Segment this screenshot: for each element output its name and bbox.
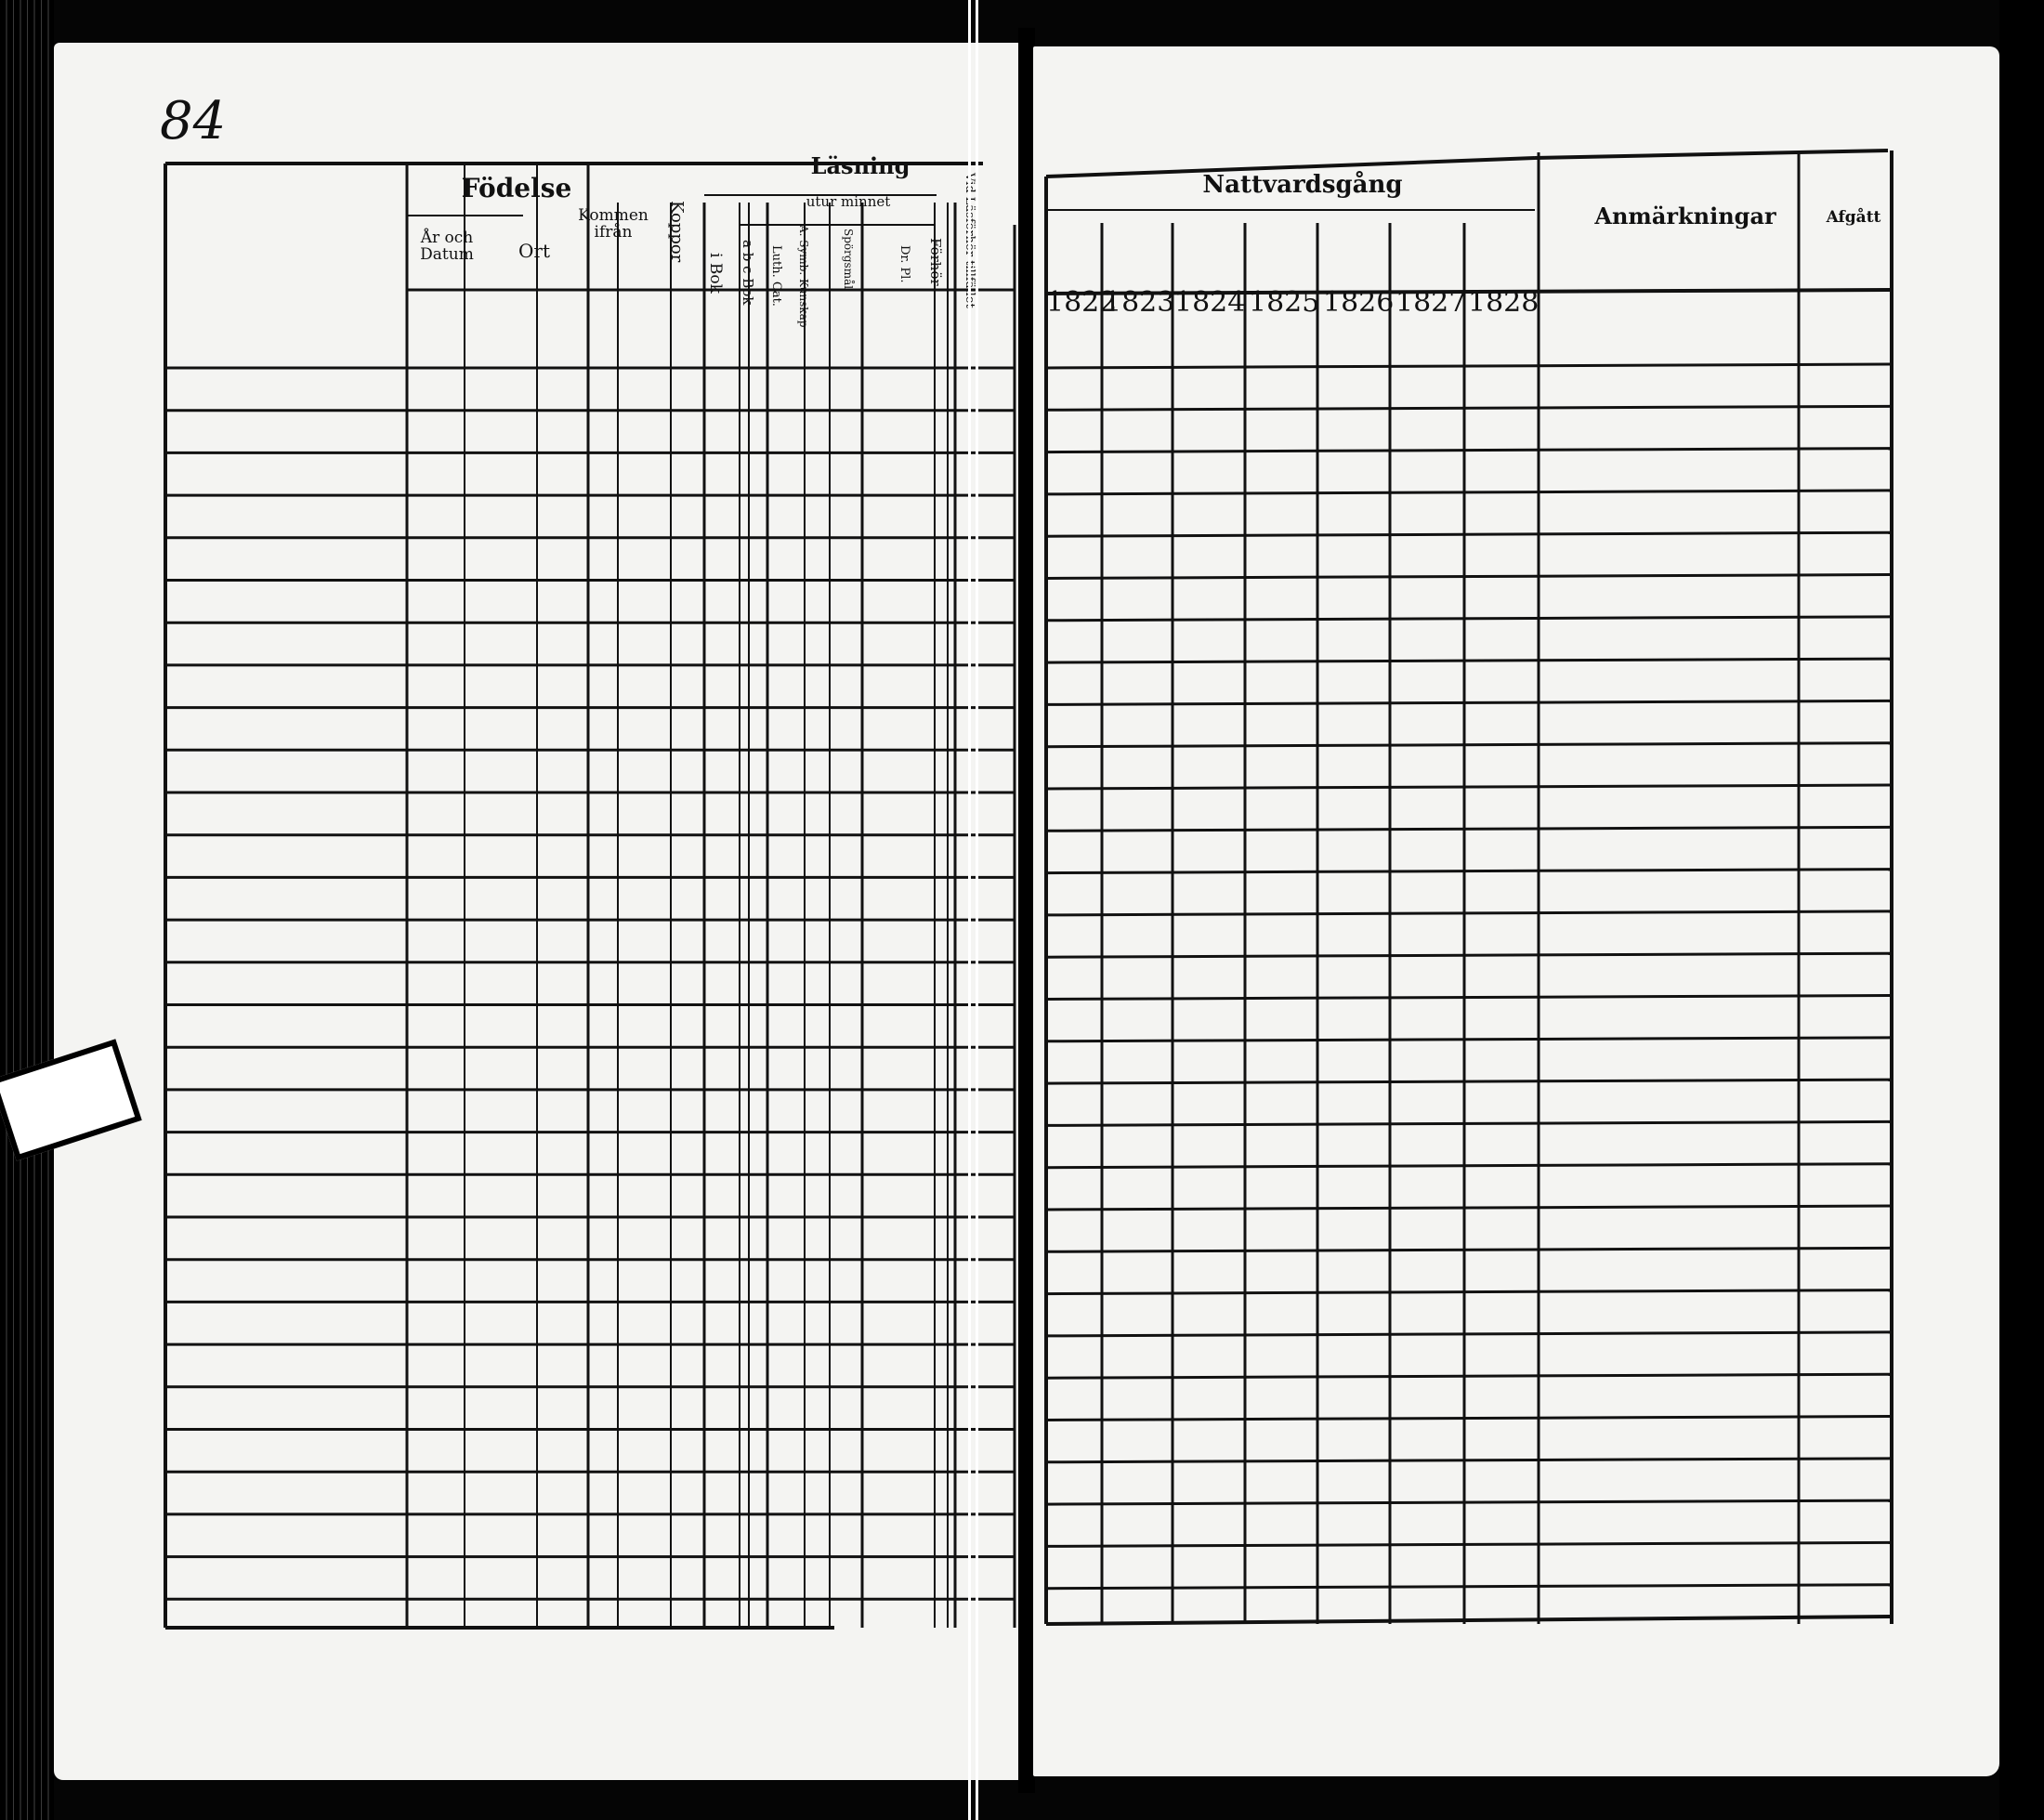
left-ledger-grid xyxy=(54,43,1020,1780)
year-col-4: 1825 xyxy=(1249,286,1320,319)
spine-line-1 xyxy=(968,0,971,1820)
header-fodelse: Födelse xyxy=(461,173,572,203)
header-afgatt: Afgått xyxy=(1826,208,1881,227)
header-anmarkningar: Anmärkningar xyxy=(1594,203,1776,229)
header-i-bok: i Bok xyxy=(706,253,725,294)
year-col-5: 1826 xyxy=(1323,286,1395,319)
header-a-symb: A. Symb. Kunskap xyxy=(797,225,810,328)
right-top-border xyxy=(1535,151,1888,158)
year-col-1: 1822 xyxy=(1046,286,1118,319)
header-kommen-ifran: Kommen ifrån xyxy=(578,206,649,242)
left-page xyxy=(54,43,1020,1780)
page-number: 84 xyxy=(160,91,227,151)
header-lasning: Läsning xyxy=(810,152,911,179)
header-nattvardsgang: Nattvardsgång xyxy=(1202,171,1403,199)
spine-line-2 xyxy=(976,0,978,1820)
year-col-3: 1824 xyxy=(1174,286,1246,319)
header-luth-cat: Luth. Cat. xyxy=(769,245,783,307)
header-koppor: Koppor xyxy=(667,201,687,263)
right-page xyxy=(1033,46,1999,1776)
header-spoergsmal: Spörgsmål xyxy=(842,229,855,290)
book-binding-left xyxy=(0,0,54,1820)
year-col-2: 1823 xyxy=(1104,286,1175,319)
header-ar-och-datum: År och Datum xyxy=(420,229,474,264)
header-utur-minnet: utur minnet xyxy=(806,193,891,210)
header-ort: Ort xyxy=(518,240,550,262)
book-edge-right xyxy=(1999,0,2044,1820)
header-abe-bok: a b c Bok xyxy=(740,240,756,306)
header-dr-pl: Dr. Pl. xyxy=(898,245,911,283)
year-col-6: 1827 xyxy=(1395,286,1467,319)
header-forhor: Förhör xyxy=(927,238,944,286)
year-col-7: 1828 xyxy=(1468,286,1540,319)
